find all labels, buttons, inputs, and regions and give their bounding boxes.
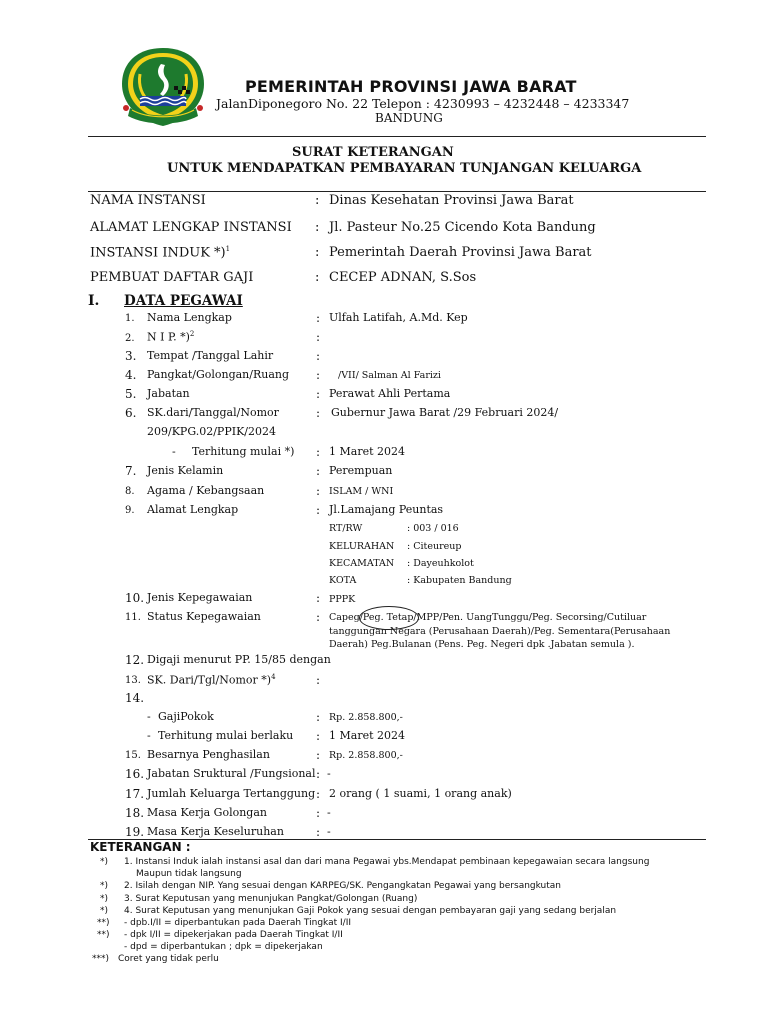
note-mark: *): [100, 881, 109, 891]
jenis-kelamin-value: Perempuan: [329, 464, 393, 477]
kota-value: : Kabupaten Bandung: [407, 575, 512, 586]
colon: :: [316, 806, 321, 820]
alamat-lengkap-label: Alamat Lengkap: [147, 503, 239, 516]
instansi-induk-value: Pemerintah Daerah Provinsi Jawa Barat: [329, 245, 592, 260]
instansi-induk-label: INSTANSI INDUK *)$^1$: [90, 245, 231, 261]
keterangan-title: KETERANGAN :: [90, 840, 191, 854]
jenis-kelamin-label: Jenis Kelamin: [147, 464, 224, 477]
nama-instansi-label: NAMA INSTANSI: [90, 193, 206, 208]
government-city: BANDUNG: [375, 111, 443, 125]
alamat-lengkap-value: Jl.Lamajang Peuntas: [329, 503, 444, 516]
note-mark: **): [97, 930, 110, 940]
colon: :: [316, 825, 321, 839]
west-java-emblem-icon: [116, 46, 210, 128]
row-number: 18.: [125, 806, 145, 820]
nip-label: N I P. *)$^2$: [147, 330, 195, 344]
pangkat-golongan-value: /VII/ Salman Al Farizi: [338, 370, 441, 381]
tempat-tanggal-lahir-label: Tempat /Tanggal Lahir: [147, 349, 274, 362]
section-title: DATA PEGAWAI: [124, 293, 243, 309]
colon: :: [316, 464, 321, 478]
note-text: - dpd = diperbantukan ; dpk = dipekerjakan: [124, 942, 323, 952]
kelurahan-label: KELURAHAN: [329, 541, 395, 552]
pembuat-daftar-gaji-value: CECEP ADNAN, S.Sos: [329, 270, 477, 285]
status-kepegawaian-line2: tanggungan Negara (Perusahaan Daerah)/Peg. Sementara(Perusahaan: [329, 626, 671, 637]
terhitung-mulai-value: 1 Maret 2024: [329, 445, 405, 458]
colon: :: [316, 748, 321, 762]
dash: -: [172, 445, 176, 458]
note-text: - dpk I/II = dipekerjakan pada Daerah Tingkat I/II: [124, 930, 343, 940]
alamat-instansi-label: ALAMAT LENGKAP INSTANSI: [90, 220, 292, 235]
note-text: 3. Surat Keputusan yang menunjukan Pangkat/Golongan (Ruang): [124, 894, 418, 904]
note-mark: ***): [92, 954, 110, 964]
document-title: SURAT KETERANGAN: [292, 145, 454, 160]
row-number: 12.: [125, 653, 145, 667]
note-mark: *): [100, 894, 109, 904]
colon: :: [316, 787, 321, 801]
note-mark: *): [100, 906, 109, 916]
status-kepegawaian-line1: Capeg/Peg. Tetap/MPP/Pen. UangTunggu/Peg. Secorsing/Cutiluar: [329, 612, 647, 623]
digaji-menurut-label: Digaji menurut PP. 15/85 dengan: [147, 653, 331, 666]
note-mark: **): [97, 918, 110, 928]
pangkat-golongan-label: Pangkat/Golongan/Ruang: [147, 368, 290, 381]
agama-kebangsaan-label: Agama / Kebangsaan: [147, 484, 265, 497]
jabatan-struktural-label: Jabatan Sruktural /Fungsional: [147, 767, 316, 780]
jenis-kepegawaian-label: Jenis Kepegawaian: [147, 591, 253, 604]
row-number: 11.: [125, 612, 141, 623]
row-number: 14.: [125, 691, 145, 705]
status-kepegawaian-label: Status Kepegawaian: [147, 610, 261, 623]
dash: -: [147, 729, 151, 742]
row-number: 7.: [125, 464, 137, 478]
section-number: I.: [88, 293, 100, 309]
terhitung-mulai-berlaku-value: 1 Maret 2024: [329, 729, 405, 742]
note-text: Maupun tidak langsung: [136, 869, 242, 879]
terhitung-mulai-label: Terhitung mulai *): [192, 445, 295, 458]
colon: :: [316, 387, 321, 401]
row-number: 8.: [125, 486, 135, 497]
row-number: 6.: [125, 406, 137, 420]
row-number: 4.: [125, 368, 137, 382]
sk-nomor-value: 209/KPG.02/PPIK/2024: [147, 425, 276, 438]
colon: :: [316, 368, 321, 382]
masa-kerja-keseluruhan-value: -: [327, 825, 331, 838]
jabatan-struktural-value: -: [327, 767, 331, 780]
kelurahan-value: : Citeureup: [407, 541, 462, 552]
colon: :: [316, 349, 321, 363]
colon: :: [316, 610, 321, 624]
colon: :: [315, 193, 320, 208]
agama-kebangsaan-value: ISLAM / WNI: [329, 486, 394, 497]
row-number: 5.: [125, 387, 137, 401]
note-text: 1. Instansi Induk ialah instansi asal dan dari mana Pegawai ybs.Mendapat pembinaan kepegawaian secara langsung: [124, 857, 650, 867]
colon: :: [316, 710, 321, 724]
pembuat-daftar-gaji-label: PEMBUAT DAFTAR GAJI: [90, 270, 254, 285]
colon: :: [316, 729, 321, 743]
row-number: 19.: [125, 825, 145, 839]
dash: -: [147, 710, 151, 723]
header-divider: [88, 136, 706, 137]
masa-kerja-keseluruhan-label: Masa Kerja Keseluruhan: [147, 825, 284, 838]
colon: :: [316, 484, 321, 498]
colon: :: [316, 445, 321, 459]
colon: :: [315, 270, 320, 285]
row-number: 15.: [125, 750, 141, 761]
row-number: 13.: [125, 675, 141, 686]
jabatan-label: Jabatan: [147, 387, 190, 400]
note-text: 2. Isilah dengan NIP. Yang sesuai dengan KARPEG/SK. Pengangkatan Pegawai yang bersangkutan: [124, 881, 562, 891]
colon: :: [316, 673, 321, 687]
colon: :: [316, 591, 321, 605]
document-subtitle: UNTUK MENDAPATKAN PEMBAYARAN TUNJANGAN KELUARGA: [167, 161, 642, 176]
row-number: 16.: [125, 767, 145, 781]
title-divider: [88, 191, 706, 192]
nama-lengkap-value: Ulfah Latifah, A.Md. Kep: [329, 311, 468, 324]
row-number: 10.: [125, 591, 145, 605]
row-number: 17.: [125, 787, 145, 801]
colon: :: [315, 245, 320, 260]
alamat-instansi-value: Jl. Pasteur No.25 Cicendo Kota Bandung: [329, 220, 596, 235]
row-number: 2.: [125, 333, 135, 344]
jumlah-keluarga-label: Jumlah Keluarga Tertanggung: [147, 787, 316, 800]
circled-selection-mark: [359, 606, 419, 630]
besarnya-penghasilan-label: Besarnya Penghasilan: [147, 748, 270, 761]
note-text: 4. Surat Keputusan yang menunjukan Gaji Pokok yang sesuai dengan pembayaran gaji yang sedang berjalan: [124, 906, 617, 916]
gaji-pokok-value: Rp. 2.858.800,-: [329, 712, 403, 723]
besarnya-penghasilan-value: Rp. 2.858.800,-: [329, 750, 403, 761]
masa-kerja-golongan-value: -: [327, 806, 331, 819]
rt-rw-label: RT/RW: [329, 523, 363, 534]
status-kepegawaian-line3: Daerah) Peg.Bulanan (Pens. Peg. Negeri dpk .Jabatan semula ).: [329, 639, 635, 650]
row-number: 3.: [125, 349, 137, 363]
note-text: - dpb.I/II = diperbantukan pada Daerah Tingkat I/II: [124, 918, 351, 928]
colon: :: [316, 311, 321, 325]
terhitung-mulai-berlaku-label: Terhitung mulai berlaku: [158, 729, 294, 742]
colon: :: [315, 220, 320, 235]
jenis-kepegawaian-value: PPPK: [329, 594, 356, 605]
gaji-pokok-label: GajiPokok: [158, 710, 214, 723]
row-number: 9.: [125, 505, 135, 516]
note-text: Coret yang tidak perlu: [118, 954, 219, 964]
masa-kerja-golongan-label: Masa Kerja Golongan: [147, 806, 267, 819]
government-title: PEMERINTAH PROVINSI JAWA BARAT: [245, 77, 577, 96]
nama-lengkap-label: Nama Lengkap: [147, 311, 232, 324]
jumlah-keluarga-value: 2 orang ( 1 suami, 1 orang anak): [329, 787, 512, 800]
rt-rw-value: : 003 / 016: [407, 523, 459, 534]
kota-label: KOTA: [329, 575, 357, 586]
jabatan-value: Perawat Ahli Pertama: [329, 387, 451, 400]
colon: :: [316, 406, 321, 420]
colon: :: [316, 767, 321, 781]
colon: :: [316, 503, 321, 517]
row-number: 1.: [125, 313, 135, 324]
kecamatan-label: KECAMATAN: [329, 558, 395, 569]
colon: :: [316, 330, 321, 344]
note-mark: *): [100, 857, 109, 867]
sk-dari-label: SK.dari/Tanggal/Nomor: [147, 406, 279, 419]
nama-instansi-value: Dinas Kesehatan Provinsi Jawa Barat: [329, 193, 574, 208]
kecamatan-value: : Dayeuhkolot: [407, 558, 474, 569]
sk-dari-value: Gubernur Jawa Barat /29 Februari 2024/: [331, 406, 559, 419]
sk-dari-tgl-nomor-label: SK. Dari/Tgl/Nomor *)$^4$: [147, 673, 276, 687]
government-address: JalanDiponegoro No. 22 Telepon : 4230993 – 4232448 – 4233347: [216, 96, 630, 111]
